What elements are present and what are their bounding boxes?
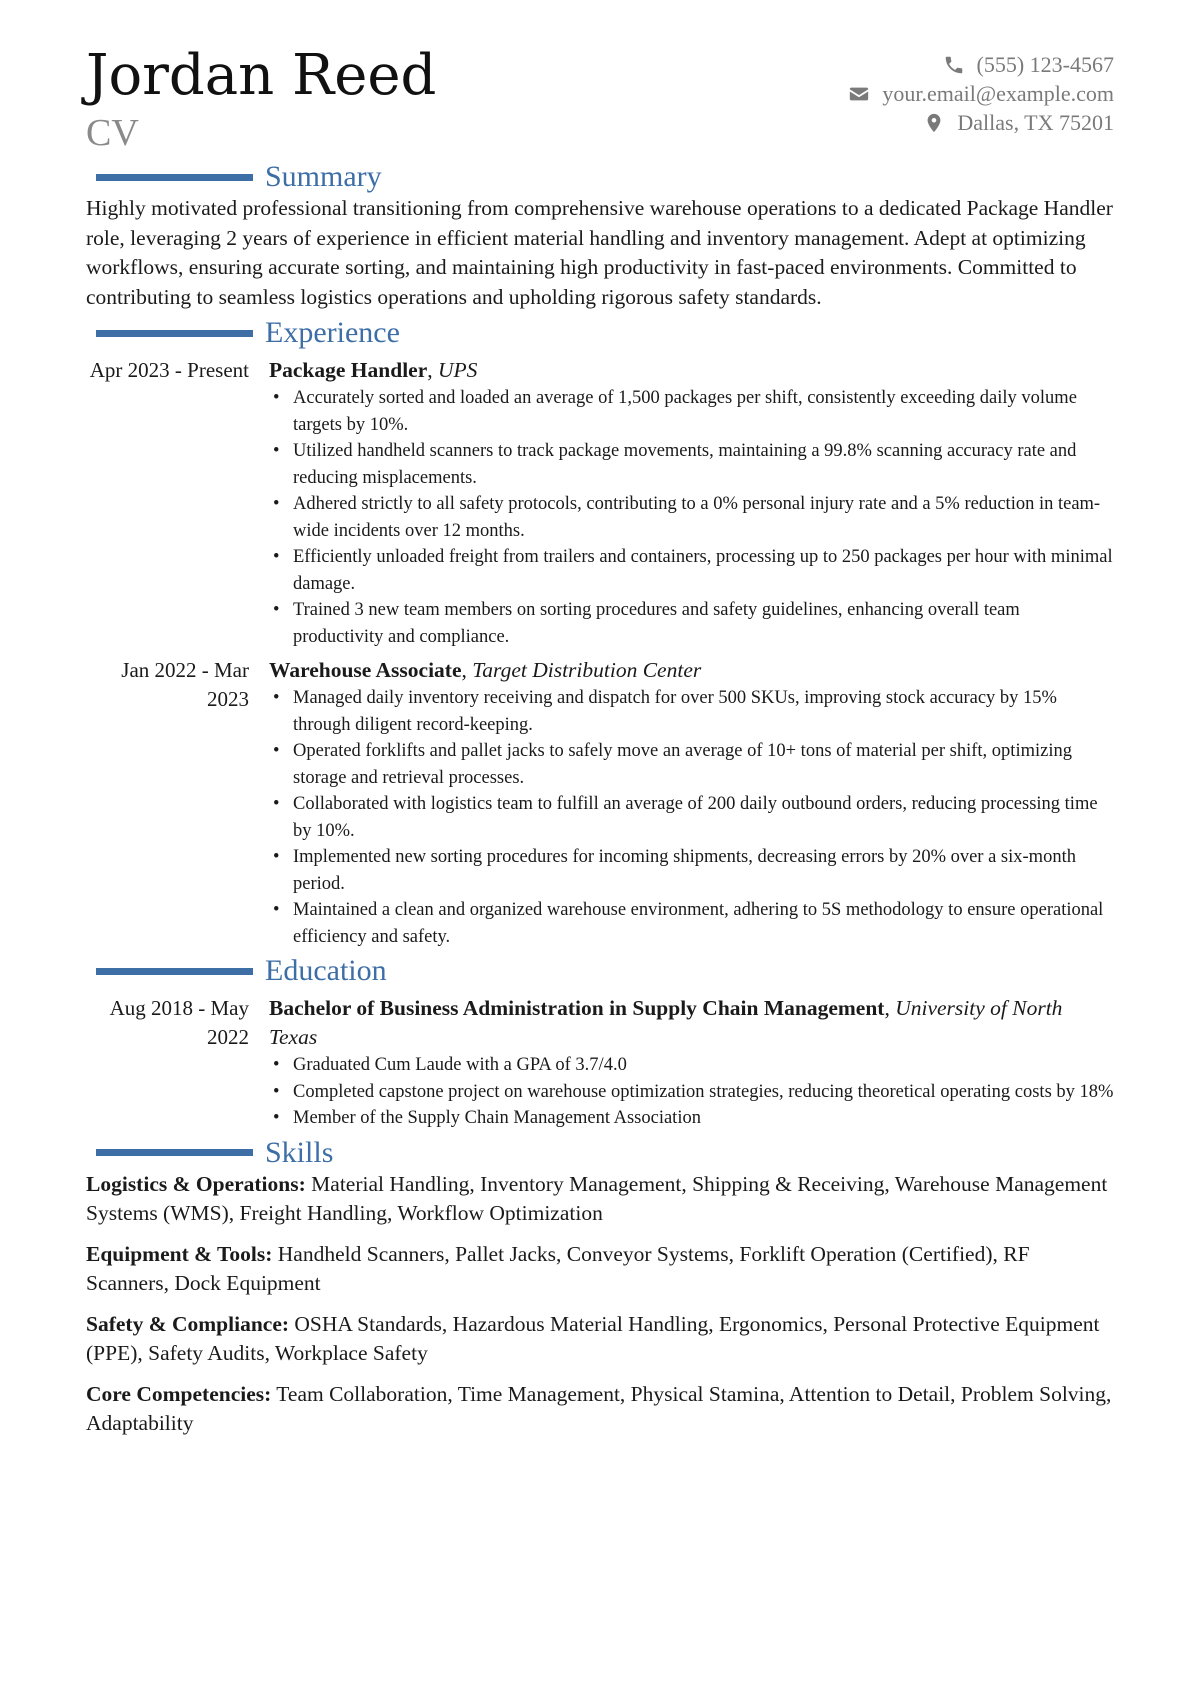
bullet-list: [269, 385, 1114, 650]
skills-heading: [86, 1136, 1114, 1170]
section-title-experience: Experience: [265, 316, 400, 349]
job-role: Package Handler: [269, 358, 428, 382]
section-title-skills: Skills: [265, 1135, 334, 1169]
section-title-summary: Summary: [265, 160, 382, 193]
entry-title: Warehouse Associate, Target Distribution Center: [269, 658, 702, 682]
contact-block: [848, 50, 1114, 137]
summary-text: Highly motivated professional transitioning from comprehensive warehouse operations to a dedicated Package Handler role, leveraging 2 years of experience in efficient material handling and inventory management. Adept at optimizing workflows, ensuring accurate sorting, and maintaining high productivity in fast-paced environments. Committed to contributing to seamless logistics operations and upholding rigorous safety standards.: [86, 196, 1113, 309]
skill-items: OSHA Standards, Hazardous Material Handling, Ergonomics, Personal Protective Equipment (PPE), Safety Audits, Workplace Safety: [86, 1311, 1100, 1365]
skill-group: [86, 1310, 1114, 1368]
entry-date: Aug 2018 - May 2022: [109, 996, 249, 1049]
section-title-education: Education: [265, 954, 387, 987]
skill-items: Material Handling, Inventory Management, Shipping & Receiving, Warehouse Management Systems (WMS), Freight Handling, Workflow Optimization: [86, 1171, 1108, 1225]
list-item: • Maintained a clean and organized warehouse environment, adhering to 5S methodology to ensure operational efficiency and safety.: [269, 897, 1114, 950]
education-entry: [86, 994, 1114, 1132]
entry-body: [269, 994, 1114, 1132]
list-item: • Collaborated with logistics team to fulfill an average of 200 daily outbound orders, reducing processing time by 10%.: [269, 791, 1114, 844]
list-item: • Utilized handheld scanners to track package movements, maintaining a 99.8% scanning accuracy rate and reducing misplacements.: [269, 438, 1114, 491]
education-heading: [86, 954, 1114, 988]
list-item: • Operated forklifts and pallet jacks to safely move an average of 10+ tons of material per shift, optimizing storage and retrieval processes.: [269, 738, 1114, 791]
list-item: • Implemented new sorting procedures for incoming shipments, decreasing errors by 20% over a six-month period.: [269, 844, 1114, 897]
entry-date: Jan 2022 - Mar 2023: [121, 658, 249, 711]
contact-location: [848, 108, 1114, 137]
school-name: University of North Texas: [269, 996, 1063, 1049]
skill-category: Safety & Compliance:: [86, 1311, 290, 1336]
section-rule: [96, 330, 253, 337]
cv-header: [86, 40, 1114, 156]
summary-heading: [86, 160, 1114, 194]
list-item: • Efficiently unloaded freight from trailers and containers, processing up to 250 packages per hour with minimal damage.: [269, 544, 1114, 597]
candidate-name: Jordan Reed: [86, 43, 437, 108]
skill-group: [86, 1240, 1114, 1298]
entry-body: [269, 656, 1114, 950]
skill-items: Handheld Scanners, Pallet Jacks, Conveyor Systems, Forklift Operation (Certified), RF Scanners, Dock Equipment: [86, 1241, 1030, 1295]
entry-body: [269, 356, 1114, 650]
email-link[interactable]: your.email@example.com: [882, 81, 1114, 106]
list-item: • Accurately sorted and loaded an average of 1,500 packages per shift, consistently exceeding daily volume targets by 10%.: [269, 385, 1114, 438]
experience-entry: [86, 656, 1114, 950]
section-rule: [96, 174, 253, 181]
skill-items: Team Collaboration, Time Management, Physical Stamina, Attention to Detail, Problem Solving, Adaptability: [86, 1381, 1112, 1435]
location-text: Dallas, TX 75201: [957, 110, 1114, 135]
phone-text: (555) 123-4567: [976, 52, 1114, 77]
skill-group: [86, 1170, 1114, 1228]
list-item: • Adhered strictly to all safety protocols, contributing to a 0% personal injury rate and a 5% reduction in team-wide incidents over 12 months.: [269, 491, 1114, 544]
contact-phone: [848, 50, 1114, 79]
contact-email: [848, 79, 1114, 108]
skill-category: Core Competencies:: [86, 1381, 272, 1406]
degree-title: Bachelor of Business Administration in Supply Chain Management: [269, 996, 885, 1020]
entry-title: Bachelor of Business Administration in Supply Chain Management, University of North Texas: [269, 996, 1063, 1049]
bullet-list: [269, 1052, 1114, 1132]
skill-category: Logistics & Operations:: [86, 1171, 306, 1196]
job-employer: UPS: [438, 358, 478, 382]
document-subtitle: CV: [86, 112, 139, 154]
list-item: • Managed daily inventory receiving and dispatch for over 500 SKUs, improving stock accuracy by 15% through diligent record-keeping.: [269, 685, 1114, 738]
phone-icon: [943, 54, 965, 76]
list-item: • Member of the Supply Chain Management Association: [269, 1105, 1114, 1132]
skill-category: Equipment & Tools:: [86, 1241, 273, 1266]
cv-page: [86, 40, 1114, 1450]
experience-heading: [86, 316, 1114, 350]
job-employer: Target Distribution Center: [472, 658, 702, 682]
job-role: Warehouse Associate: [269, 658, 462, 682]
bullet-list: [269, 685, 1114, 950]
experience-entry: [86, 356, 1114, 650]
section-rule: [96, 1149, 253, 1156]
map-marker-icon: [923, 112, 945, 134]
entry-date: Apr 2023 - Present: [89, 358, 249, 382]
list-item: • Graduated Cum Laude with a GPA of 3.7/4.0: [269, 1052, 1114, 1079]
list-item: • Trained 3 new team members on sorting procedures and safety guidelines, enhancing overall team productivity and compliance.: [269, 597, 1114, 650]
skill-group: [86, 1380, 1114, 1438]
entry-title: Package Handler, UPS: [269, 358, 478, 382]
section-rule: [96, 968, 253, 975]
list-item: • Completed capstone project on warehouse optimization strategies, reducing theoretical operating costs by 18%: [269, 1079, 1114, 1106]
envelope-icon: [848, 83, 870, 105]
